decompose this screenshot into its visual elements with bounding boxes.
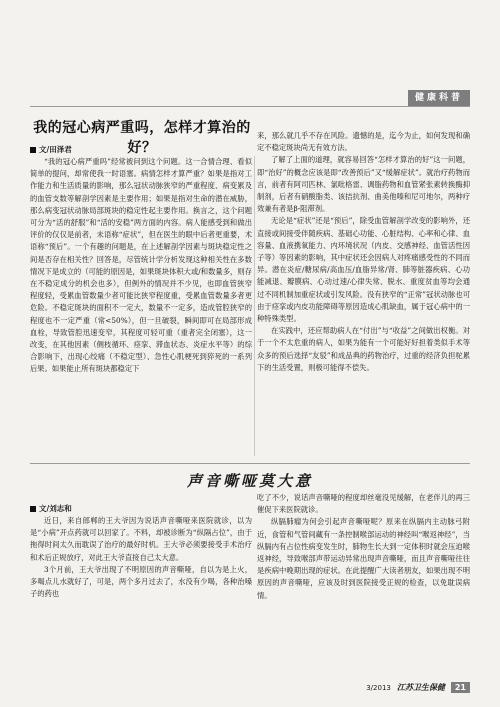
article1-col1-para: “我的冠心病严重吗”经常被问到这个问题。这一合情合理、看似简单的提问，却常使我一时语塞。病情怎样才算严重？如果是指对工作能力和生活质量的影响，那么冠状动脉狭窄的严重程度、病变累及的血管支数等解剖学因素是主要作用；如果是指对生命的潜在威胁，那么病变冠状动脉局部斑块的稳定性起主要作用。换言之，这个问题可分为“活的舒服”和“活的安稳”两方面的内容。病人能感受到和做出评价的仅仅是前者，未语称“症状”，但在医生的眼中后者更重要，术语称“预后”。一个有趣的问题是，在上述解剖学因素与斑块稳定性之间是否存在相关性？回答是，尽管统计学分析发现这种相关性在多数情况下是成立的（可能的原因是，如果斑块体积大或/和数量多，则存在不稳定成分的机会也多），但例外的情况并不少见，也即血管狭窄程度轻，受累血管数量少者可能比狭窄程度重，受累血管数量多者更危险。不稳定斑块的面积不一定大，数量不一定多，造成管腔狭窄的程度也不一定严重（常<50%），但一旦破裂，瞬间即可在局部形成血栓，导致管腔迅速变窄，其程度可轻可重（重者完全闭塞），这一改变，在其他因素（侧枝循环、痉挛、滞血状态、炎症水平等）的综合影响下，出现心绞痛（不稳定型）、急性心肌梗死到猝死的一系列后果。如果能止所有斑块都稳定下 (30, 157, 252, 374)
section-tag: 健康科普 (408, 90, 470, 106)
article1-author-text: 文/田泽君 (39, 145, 72, 154)
article2-column1 (30, 515, 252, 600)
article1-col2-para: 无论是“症状”还是“预后”，除受血管解剖学改变的影响外，还直接或间接受伴随疾病、基础心功能、心脏结构、心率和心律、血容量、血液携氧能力、内环境状况（内皮、交感神经、血管活性因子等）等因素的影响，其中症状还会因病人对疼痛感受性的不同而异。潜在炎症/糖尿病/高血压/血脂异常/肾、肺等脏器疾病、心功能减退、瓣膜病、心动过速/心律失常、脱水、重度贫血等均会通过不同机制加重症状或引发风险。没有狭窄的“正常”冠状动脉也可由于痉挛或内皮功能障碍等原因造成心肌缺血，属于冠心病中的一种特殊类型。 (257, 216, 470, 324)
article2-col1-para: 近日，来自郎郸的王大爷因为说话声音嘶哑来医院就诊，以为是“小病”开点药就可以回家了。不料，却被诊断为“纵隔占位”，由于拖得时间太久而耽误了治疗的最好时机。王大爷必须要接受手术治疗和术后正规放疗，对此王大爷直接自己太大意。 (30, 516, 252, 562)
bullet-square-icon (30, 506, 36, 512)
column-divider (254, 156, 255, 456)
article2-col2-para: 纵膈肺瘤为何会引起声音嘶哑呢？原来在纵膈内主动脉弓附近，食管和气管间藏有一条控制喉部运动的神经叫“喉返神经”，当纵膈内有占位性病变发生时，肺物生长大到一定体积时就会压迫喉返神经，导致喉部声带运动异常出现声音嘶哑，而且声音嘶哑往往是疾病中晚期出现的症状。在此提醒广大读者朋友，如果出现不明原因的声音嘶哑，应该及时到医院接受正规的检查，以免耽误病情。 (257, 517, 470, 600)
article1-col2-para: 了解了上面的道理，就容易回答“怎样才算治的好”这一问题，即“治好”的概念应该是即“改善预后”又“缓解症状”。就治疗药物而言，前者有阿司匹林、氯吡格雷、调脂药物和血管紧张素转换酶抑制剂，后者有硝酸脂类、该拮抗剂、曲美他嗪和尼可地尔，两种疗效兼有者是β-阻滞剂。 (257, 155, 470, 214)
article2-author (30, 503, 72, 514)
article1-column2 (257, 130, 470, 374)
article2-author-text: 文/刘志和 (39, 504, 72, 513)
page-number: 21 (451, 682, 470, 693)
article1-title: 我的冠心病严重吗，怎样才算治的好？ (33, 120, 251, 156)
article1-author (30, 144, 72, 155)
article2-col1-para: 3个月前，王大爷出现了不明原因的声音嘶哑，自以为是上火，多喝点儿水就好了，可是，两个多月过去了，水没有少喝，各种治嗓子的药也 (30, 564, 252, 599)
section-rule (30, 463, 470, 464)
bullet-square-icon (30, 147, 36, 153)
journal-name: 江苏卫生保健 (396, 683, 445, 692)
article2-col2-para: 吃了不少，说话声音嘶哑的程度却丝毫没见缓解，在老伴儿的再三催促下来医院就诊。 (257, 493, 470, 515)
article1-col2-para: 来，那么就几乎不存在风险。遗憾的是，迄今为止，如何发现和确定不稳定斑块尚无有效方法。 (257, 131, 470, 153)
article1-col2-para: 在实践中，还应帮助病人在“付出”与“收益”之间做出权衡。对于一个不太危重的病人，如果为能有一个可能好好担着类似手术等众多的预后选择“友驳”和成品典的药物治疗，过重的经济负担驼累下的生活受置，则极可能得不偿失。 (257, 326, 470, 372)
article1-column1 (30, 156, 252, 376)
header-rule (30, 106, 470, 107)
issue-number: 3/2013 (366, 683, 391, 692)
article2-column2 (257, 492, 470, 602)
article2-title: 声音嘶哑莫大意 (186, 472, 313, 490)
page-footer (366, 682, 470, 693)
